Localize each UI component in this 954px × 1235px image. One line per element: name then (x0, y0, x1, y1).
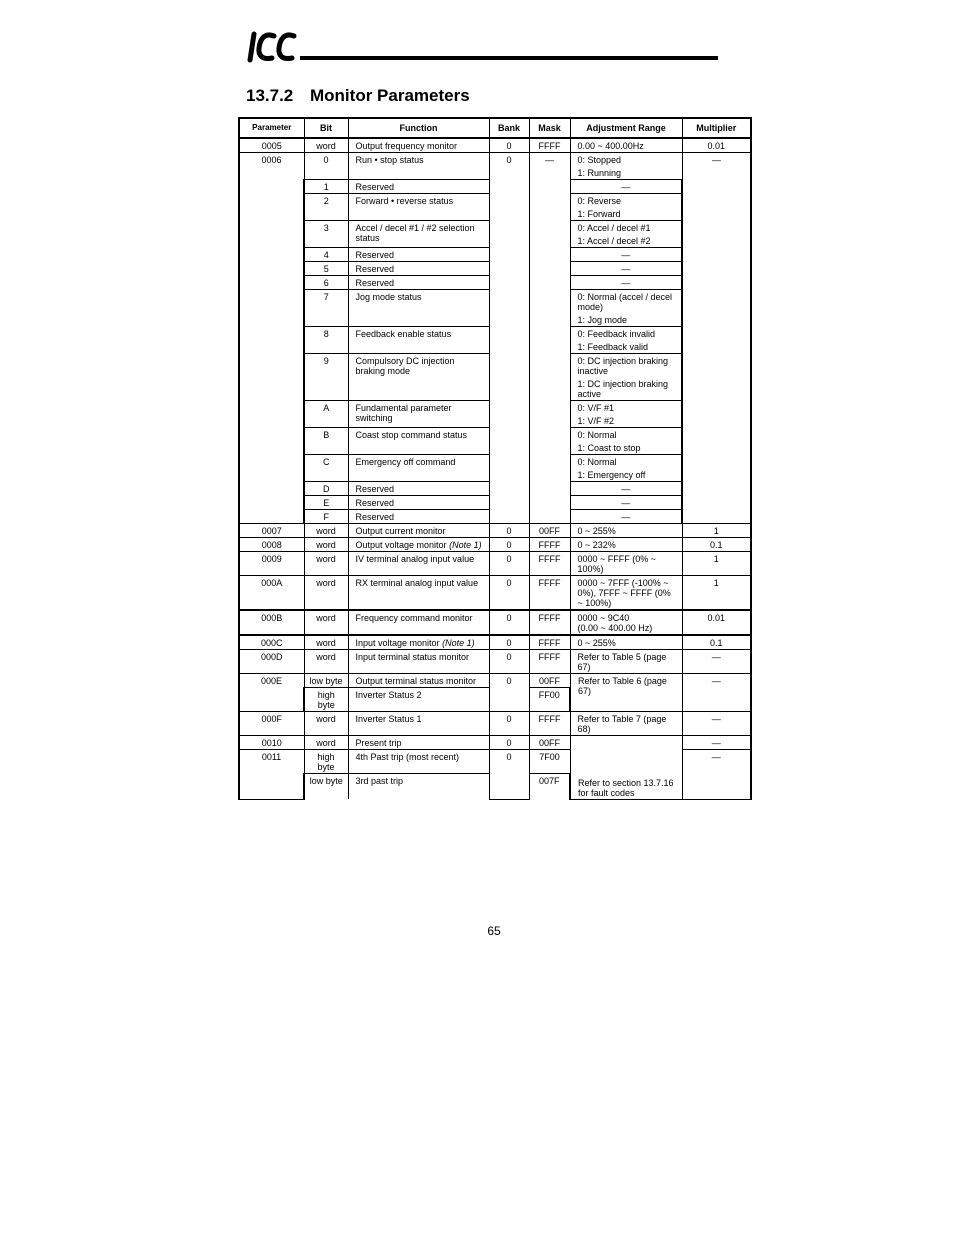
range-line: 0: Normal (accel / decel mode) (577, 292, 673, 312)
table-row (239, 674, 751, 688)
table-row (239, 576, 751, 611)
function-cell: Input terminal status monitor (348, 650, 489, 674)
range-cell: 0000 ~ 7FFF (-100% ~ 0%), 7FFF ~ FFFF (0% ~ 100%) (570, 576, 682, 611)
range-line: 0: Accel / decel #1 (577, 223, 651, 233)
range-line: 1: Feedback valid (577, 342, 649, 352)
range-cell: 0.00 ~ 400.00Hz (570, 138, 682, 153)
param-cell: 000C (239, 635, 304, 650)
param-cell: 0010 (239, 736, 304, 750)
bit-cell: A (304, 401, 348, 428)
multiplier-cell: — (682, 736, 751, 750)
bit-cell: word (304, 712, 348, 736)
range-line: 0: Normal (577, 430, 617, 440)
range-cell (570, 194, 682, 221)
range-line: 1: Coast to stop (577, 443, 641, 453)
mask-cell: 00FF (529, 674, 570, 688)
bank-cell: 0 (489, 552, 529, 576)
function-cell: Compulsory DC injection braking mode (348, 354, 489, 401)
multiplier-cell: 1 (682, 552, 751, 576)
function-cell: Feedback enable status (348, 327, 489, 354)
param-cell: 0007 (239, 524, 304, 538)
function-cell: Output current monitor (348, 524, 489, 538)
note-text: (Note 1) (442, 638, 475, 648)
multiplier-cell: — (682, 153, 751, 524)
bit-cell: high byte (304, 750, 348, 774)
bit-cell: 5 (304, 262, 348, 276)
multiplier-cell: — (682, 712, 751, 736)
multiplier-cell: 0.01 (682, 610, 751, 635)
bank-cell: 0 (489, 736, 529, 750)
bank-cell: 0 (489, 524, 529, 538)
bit-cell: D (304, 482, 348, 496)
function-cell: IV terminal analog input value (348, 552, 489, 576)
function-cell: Output terminal status monitor (348, 674, 489, 688)
function-cell: Accel / decel #1 / #2 selection status (348, 221, 489, 248)
range-cell (570, 153, 682, 180)
bank-cell: 0 (489, 650, 529, 674)
function-cell: Output frequency monitor (348, 138, 489, 153)
icc-logo-mark (246, 28, 300, 64)
param-cell: 0011 (239, 750, 304, 800)
param-cell: 000F (239, 712, 304, 736)
bit-cell: word (304, 650, 348, 674)
range-cell: Refer to Table 6 (page 67) (570, 674, 682, 712)
bit-cell: low byte (304, 774, 348, 800)
range-cell: — (570, 262, 682, 276)
function-cell: Coast stop command status (348, 428, 489, 455)
function-cell: Jog mode status (348, 290, 489, 327)
header-multiplier: Multiplier (682, 118, 751, 138)
range-cell: — (570, 180, 682, 194)
bit-cell: 6 (304, 276, 348, 290)
table-header-row (239, 118, 751, 138)
param-cell: 0009 (239, 552, 304, 576)
multiplier-cell: 1 (682, 576, 751, 611)
range-line: 1: V/F #2 (577, 416, 615, 426)
range-line: 0: Feedback invalid (577, 329, 656, 339)
mask-cell: FFFF (529, 635, 570, 650)
range-line: 1: DC injection braking active (577, 379, 669, 399)
range-cell: 0 ~ 255% (570, 635, 682, 650)
range-line: 0: Reverse (577, 196, 622, 206)
param-cell: 000B (239, 610, 304, 635)
bit-cell: 3 (304, 221, 348, 248)
mask-cell: FFFF (529, 712, 570, 736)
range-cell (570, 221, 682, 248)
bit-cell: 2 (304, 194, 348, 221)
range-cell (570, 401, 682, 428)
multiplier-cell: 1 (682, 524, 751, 538)
bit-cell: 8 (304, 327, 348, 354)
bit-cell: word (304, 138, 348, 153)
icc-logo (246, 28, 300, 69)
function-text: Output voltage monitor (355, 540, 447, 550)
table-row (239, 524, 751, 538)
range-line: 0: Stopped (577, 155, 622, 165)
multiplier-cell: 0.1 (682, 538, 751, 552)
multiplier-cell: — (682, 650, 751, 674)
mask-cell: 7F00 (529, 750, 570, 774)
mask-cell: FF00 (529, 688, 570, 712)
section-title: Monitor Parameters (310, 86, 470, 105)
table-row (239, 552, 751, 576)
function-cell: Reserved (348, 262, 489, 276)
header-function: Function (348, 118, 489, 138)
mask-cell: FFFF (529, 138, 570, 153)
range-cell (570, 428, 682, 455)
bit-cell: 7 (304, 290, 348, 327)
mask-cell: — (529, 153, 570, 524)
bit-cell: 1 (304, 180, 348, 194)
param-cell: 000D (239, 650, 304, 674)
range-cell (570, 290, 682, 327)
range-line: (0.00 ~ 400.00 Hz) (577, 623, 653, 633)
function-cell: 4th Past trip (most recent) (348, 750, 489, 774)
range-line: 1: Running (577, 168, 622, 178)
bank-cell: 0 (489, 674, 529, 712)
bank-cell: 0 (489, 576, 529, 611)
range-cell: 0000 ~ FFFF (0% ~ 100%) (570, 552, 682, 576)
range-cell: — (570, 510, 682, 524)
function-cell: Emergency off command (348, 455, 489, 482)
mask-cell: FFFF (529, 538, 570, 552)
multiplier-cell: — (682, 674, 751, 712)
mask-cell: 00FF (529, 524, 570, 538)
range-cell (570, 455, 682, 482)
header-bank: Bank (489, 118, 529, 138)
header-bit: Bit (304, 118, 348, 138)
bank-cell: 0 (489, 635, 529, 650)
function-cell: Reserved (348, 510, 489, 524)
function-cell: Forward • reverse status (348, 194, 489, 221)
range-cell (570, 354, 682, 401)
function-cell: Reserved (348, 180, 489, 194)
param-cell: 0008 (239, 538, 304, 552)
table-row (239, 138, 751, 153)
table-row (239, 538, 751, 552)
function-cell: Run • stop status (348, 153, 489, 180)
range-cell: — (570, 248, 682, 262)
bit-cell: 9 (304, 354, 348, 401)
param-cell: 0006 (239, 153, 304, 524)
multiplier-cell: 0.01 (682, 138, 751, 153)
bit-cell: C (304, 455, 348, 482)
mask-cell: FFFF (529, 650, 570, 674)
range-cell: Refer to Table 7 (page 68) (570, 712, 682, 736)
monitor-parameters-table (238, 117, 752, 800)
range-cell: 0 ~ 232% (570, 538, 682, 552)
table-row (239, 153, 751, 180)
bit-cell: word (304, 635, 348, 650)
function-text: Input voltage monitor (355, 638, 440, 648)
param-cell: 000E (239, 674, 304, 712)
bank-cell: 0 (489, 538, 529, 552)
function-cell: Fundamental parameter switching (348, 401, 489, 428)
param-cell: 0005 (239, 138, 304, 153)
range-line: 1: Accel / decel #2 (577, 236, 651, 246)
function-cell (348, 635, 489, 650)
function-cell: 3rd past trip (348, 774, 489, 800)
param-cell: 000A (239, 576, 304, 611)
table-row (239, 736, 751, 750)
range-line: 0: Normal (577, 457, 617, 467)
bank-cell: 0 (489, 138, 529, 153)
header-mask: Mask (529, 118, 570, 138)
mask-cell: 00FF (529, 736, 570, 750)
section-number: 13.7.2 (246, 86, 294, 105)
bank-cell: 0 (489, 153, 529, 524)
range-line: 0: DC injection braking inactive (577, 356, 669, 376)
mask-cell: FFFF (529, 552, 570, 576)
note-text: (Note 1) (449, 540, 482, 550)
range-line: 1: Emergency off (577, 470, 646, 480)
range-line: 0: V/F #1 (577, 403, 615, 413)
table-row (239, 635, 751, 650)
function-cell (348, 538, 489, 552)
bank-cell: 0 (489, 610, 529, 635)
range-cell: — (570, 276, 682, 290)
bit-cell: word (304, 576, 348, 611)
bit-cell: word (304, 610, 348, 635)
multiplier-cell: — (682, 750, 751, 800)
function-cell: Inverter Status 1 (348, 712, 489, 736)
table-row (239, 712, 751, 736)
bit-cell: word (304, 524, 348, 538)
bit-cell: F (304, 510, 348, 524)
mask-cell: FFFF (529, 610, 570, 635)
range-cell: — (570, 496, 682, 510)
bank-cell: 0 (489, 750, 529, 800)
header-rule (300, 56, 718, 60)
range-cell (570, 610, 682, 635)
function-cell: Present trip (348, 736, 489, 750)
function-cell: Inverter Status 2 (348, 688, 489, 712)
mask-cell: 007F (529, 774, 570, 800)
function-cell: Reserved (348, 276, 489, 290)
function-cell: Reserved (348, 482, 489, 496)
page-number: 65 (487, 924, 501, 938)
range-line: 1: Jog mode (577, 315, 628, 325)
mask-cell: FFFF (529, 576, 570, 611)
function-cell: Reserved (348, 248, 489, 262)
header-adjustment-range: Adjustment Range (570, 118, 682, 138)
range-cell (570, 327, 682, 354)
function-cell: Reserved (348, 496, 489, 510)
header-parameter: Parameter (239, 118, 304, 138)
table-row (239, 610, 751, 635)
bit-cell: low byte (304, 674, 348, 688)
bit-cell: word (304, 538, 348, 552)
range-line: 1: Forward (577, 209, 621, 219)
function-cell: Frequency command monitor (348, 610, 489, 635)
function-cell: RX terminal analog input value (348, 576, 489, 611)
bit-cell: E (304, 496, 348, 510)
range-line: 0000 ~ 9C40 (577, 613, 630, 623)
bit-cell: word (304, 736, 348, 750)
bit-cell: 0 (304, 153, 348, 180)
section-heading (246, 86, 470, 106)
range-cell: — (570, 482, 682, 496)
bit-cell: B (304, 428, 348, 455)
table-row (239, 650, 751, 674)
range-cell: Refer to Table 5 (page 67) (570, 650, 682, 674)
bit-cell: high byte (304, 688, 348, 712)
bit-cell: 4 (304, 248, 348, 262)
multiplier-cell: 0.1 (682, 635, 751, 650)
bank-cell: 0 (489, 712, 529, 736)
range-cell: Refer to section 13.7.16 for fault codes (570, 736, 682, 800)
range-cell: 0 ~ 255% (570, 524, 682, 538)
bit-cell: word (304, 552, 348, 576)
